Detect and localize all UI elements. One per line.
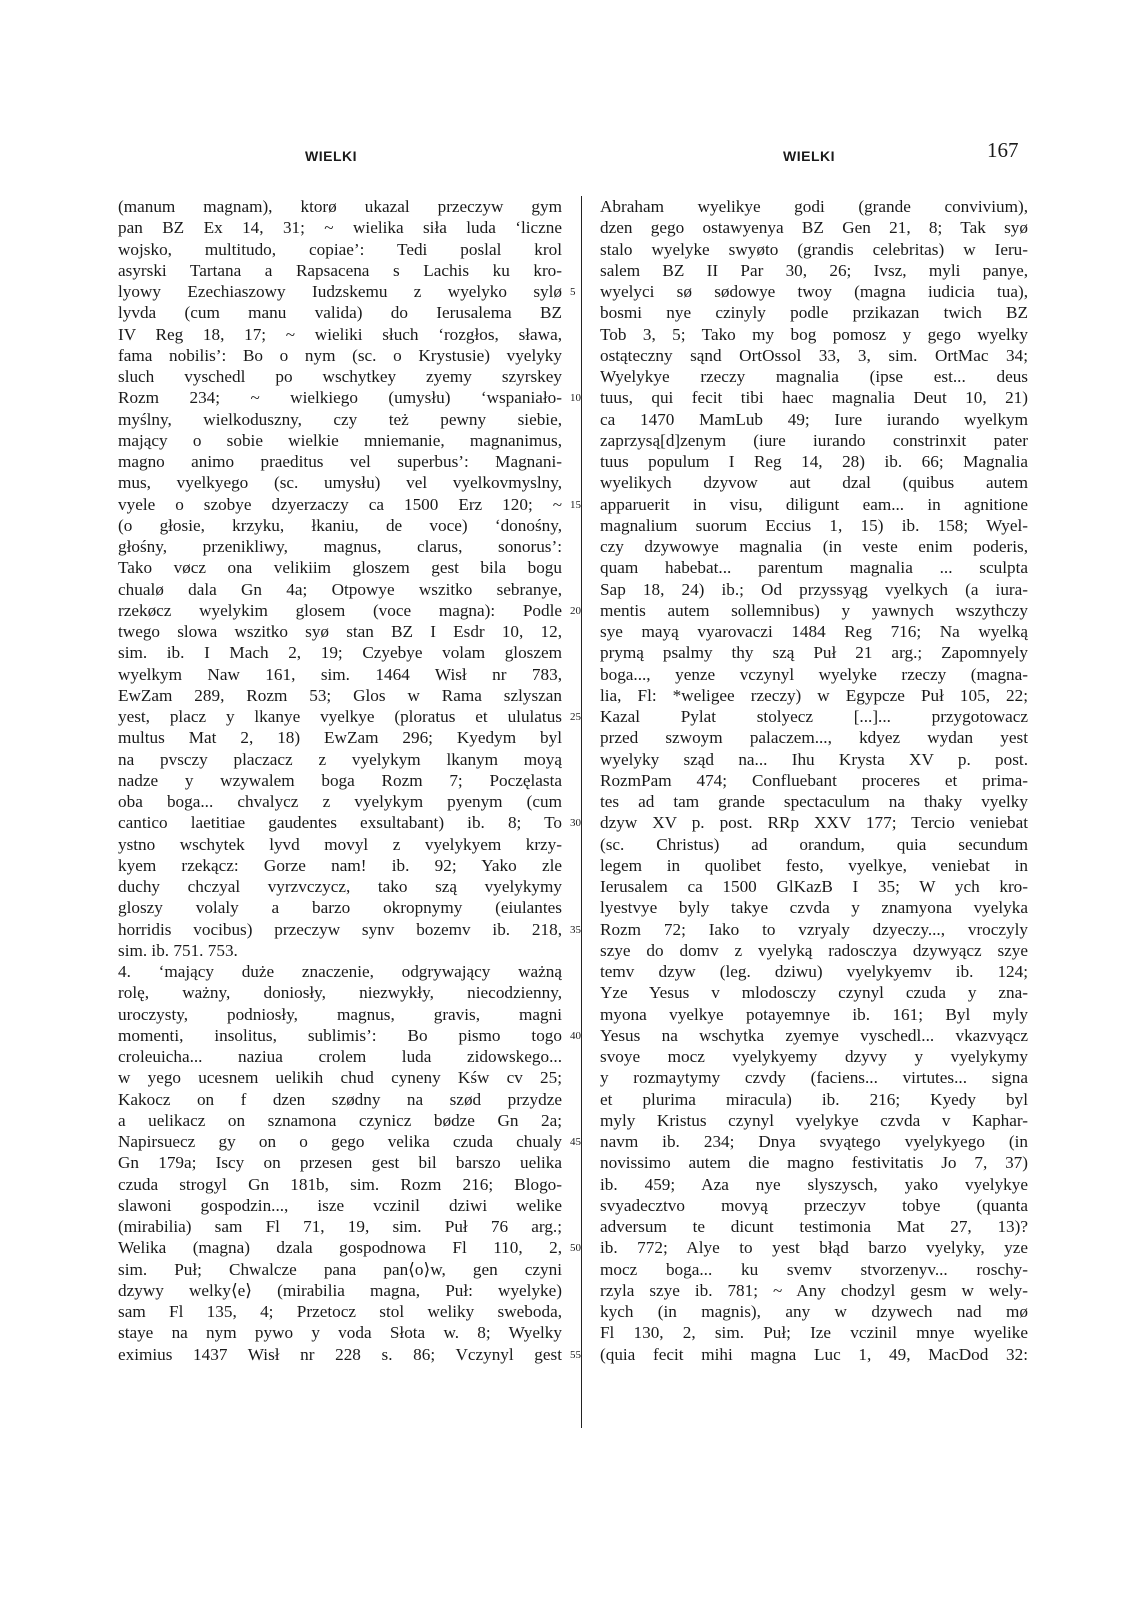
text-line: ib. 459; Aza nye slyszysch, yako vyelykye [600,1174,1028,1194]
text-line: myślny, wielkoduszny, czy też pewny siebie, [118,409,562,429]
text-line: mentis autem sollemnibus) y yawnych wszythczy [600,600,1028,620]
text-line: rzyla szye ib. 781; ~ Any chodzyl gesm w wely- [600,1280,1028,1300]
text-line: boga..., yenze vczynyl wyelyke rzeczy (magna- [600,664,1028,684]
text-line: Rozm 72; Iako to vzryaly dzyeczy..., vroczyly [600,919,1028,939]
text-line: sye mayą vyarovaczi 1484 Reg 716; Na wyelką [600,622,1028,641]
text-line: magnalium suorum Eccius 1, 15) ib. 158; Wyel- [600,515,1028,535]
text-line: wyelikych dzyvow aut dzal (quibus autem [600,473,1028,493]
text-line: oba boga... chvalycz z vyelykym pyenym (cum [118,792,562,811]
text-line: sam Fl 135, 4; Przetocz stol weliky sweboda, [118,1302,562,1321]
text-line: mający o sobie wielkie mniemanie, magnanimus, [118,430,562,450]
text-line: adversum te dicunt testimonia Mat 27, 13)? [600,1217,1028,1236]
text-line: czuda strogyl Gn 181b, sim. Rozm 216; Blogo- [118,1174,562,1194]
text-line: slawoni gospodzin..., isze vczinil dziwi welike [118,1195,562,1215]
text-line: tes ad tam grande spectaculum na thaky vyelky [600,792,1028,811]
text-line: rolę, ważny, doniosły, niezwykły, niecodzienny, [118,983,562,1003]
text-line: bosmi nye czinyly podle przikazan twich BZ [600,303,1028,323]
text-line: Gn 179a; Iscy on przesen gest bil barszo uelika [118,1153,562,1173]
line-number: 5 [570,286,576,298]
text-line: (mirabilia) sam Fl 71, 19, sim. Puł 76 arg.; [118,1217,562,1236]
text-line: dzen gego ostawyenya BZ Gen 21, 8; Tak syø [600,218,1028,238]
text-line: staye na nym pywo y voda Słota w. 8; Wyelky [118,1323,562,1343]
text-line: tuus, qui fecit tibi haec magnalia Deut 10, 21) [600,388,1028,408]
text-line: sluch vyschedl po wschytkey zyemy szyrskey [118,367,562,386]
text-line: dzywy welky⟨e⟩ (mirabilia magna, Puł: wyelyke) [118,1280,562,1300]
text-line: ca 1470 MamLub 49; Iure iurando wyelkym [600,409,1028,429]
text-line: asyrski Tartana a Rapsacena s Lachis ku kro- [118,260,562,280]
text-line: głośny, przenikliwy, magnus, clarus, sonorus’: [118,537,562,556]
text-line: yest, placz y lkanye vyelkye (ploratus et ululatus [118,707,562,726]
text-line: czy dzywowye magnalia (in veste enim poderis, [600,537,1028,556]
line-number: 10 [570,392,581,405]
text-line: momenti, insolitus, sublimis’: Bo pismo togo [118,1025,562,1045]
text-line: lyowy Ezechiaszowy Iudzskemu z wyelyko sylø [118,282,562,301]
text-line: 4. ‘mający duże znaczenie, odgrywający ważną [118,962,562,981]
left-column [118,196,562,1365]
text-line: lyvda (cum manu valida) do Ierusalema BZ [118,303,562,323]
text-line: (quia fecit mihi magna Luc 1, 49, MacDod 32: [600,1344,1028,1364]
text-line: Yze Yesus v mlodosczy czynyl czuda y zna- [600,983,1028,1003]
text-line: na pvsczy placzacz z vyelykym lkanym moyą [118,749,562,769]
text-line: novissimo autem die magno festivitatis Jo 7, 37) [600,1153,1028,1173]
column-divider [581,196,582,1428]
text-line: (manum magnam), ktorø ukazal przeczyw gym [118,197,562,216]
text-line: ib. 772; Alye to yest błąd barzo vyelyky, yze [600,1238,1028,1258]
line-number: 50 [570,1242,581,1255]
text-line: nadze y wzywalem boga Rozm 7; Poczęlasta [118,770,562,790]
text-line: Kazal Pylat stolyecz [...]... przygotowacz [600,707,1028,726]
page-number: 167 [987,138,1019,162]
text-line: Kakocz on f dzen szødny na szød przydze [118,1089,562,1109]
text-line: Fl 130, 2, sim. Puł; Ize vczinil mnye wyelike [600,1323,1028,1343]
text-line: fama nobilis’: Bo o nym (sc. o Krystusie) vyelyky [118,345,562,365]
text-line: Yesus na wschytka zyemye vyschedl... vkazvyącz [600,1025,1028,1045]
text-line: stalo wyelyke swyøto (grandis celebritas) w Ieru- [600,239,1028,259]
text-line: vyele o szobye dzyerzaczy ca 1500 Erz 120; ~ [118,494,562,514]
text-line: y rozmaytymy czvdy (faciens... virtutes... signa [600,1068,1028,1088]
text-line: IV Reg 18, 17; ~ wieliki słuch ‘rozgłos, sława, [118,324,562,344]
line-number: 20 [570,604,581,617]
text-line: legem in quolibet festo, vyelkye, veniebat in [600,855,1028,875]
text-line: Tob 3, 5; Tako my bog pomosz y gego wyelky [600,324,1028,344]
text-line: sim. Puł; Chwalcze pana pan⟨o⟩w, gen czyni [118,1259,562,1279]
text-line: lyestvye byly takye czvda y znamyona vyelyka [600,898,1028,918]
text-line: chualø dala Gn 4a; Otpowye wszitko sebranye, [118,579,562,599]
text-line: horridis vocibus) przeczyw synv bozemv ib. 218, [118,919,562,939]
text-line: myona vyelkye potayemnye ib. 161; Byl myly [600,1004,1028,1024]
text-line: lia, Fl: *weligee rzeczy) w Egypcze Puł 105, 22; [600,685,1028,705]
text-line: navm ib. 234; Dnya svyątego vyelykyego (in [600,1132,1028,1151]
text-line: salem BZ II Par 30, 26; Ivsz, myli panye, [600,260,1028,280]
text-line: kyem rzekącz: Gorze nam! ib. 92; Yako zle [118,855,562,875]
text-line: Ierusalem ca 1500 GlKazB I 35; W ych kro- [600,877,1028,896]
text-line: wojsko, multitudo, copiae’: Tedi poslal krol [118,239,562,259]
text-line: duchy chczyal vyrzvczycz, tako szą vyelykymy [118,877,562,896]
text-line: dzyw XV p. post. RRp XXV 177; Tercio veniebat [600,813,1028,833]
line-number: 45 [570,1136,581,1148]
text-line: Abraham wyelikye godi (grande convivium), [600,197,1028,216]
text-line: Rozm 234; ~ wielkiego (umysłu) ‘wspaniało- [118,388,562,408]
text-line: ostąteczny sąnd OrtOssol 33, 3, sim. OrtMac 34; [600,345,1028,365]
line-number: 35 [570,923,581,936]
text-line: rzekøcz wyelykim glosem (voce magna): Podle [118,600,562,620]
text-line: Napirsuecz gy on o gego velika czuda chualy [118,1132,562,1151]
line-number: 25 [570,711,581,723]
text-line: Tako vøcz ona velikiim gloszem gest bila bogu [118,558,562,578]
text-line: et plurima miracula) ib. 216; Kyedy byl [600,1089,1028,1109]
text-line: temv dzyw (leg. dziwu) vyelykyemv ib. 124; [600,962,1028,981]
text-line: przed szwoym palaczem..., kdyez wydan yest [600,728,1028,748]
text-line: zaprzysą[d]zenym (iure iurando constrinxit pater [600,430,1028,450]
text-line: magno animo praeditus vel superbus’: Magnani- [118,452,562,471]
text-line: myly Kristus czynyl vyelykye czvda v Kaphar- [600,1110,1028,1130]
line-number: 55 [570,1348,581,1361]
text-line: prymą psalmy thy szą Puł 21 arg.; Zapomnyely [600,643,1028,663]
line-number: 30 [570,817,581,830]
text-line: szye do domv z vyelyką radosczya dzywyącz szye [600,940,1028,960]
text-line: RozmPam 474; Confluebant proceres et prima- [600,770,1028,790]
text-line: cantico laetitiae gaudentes exsultabant) ib. 8; To [118,813,562,833]
text-line: (sc. Christus) ad orandum, quia secundum [600,834,1028,854]
text-line: croleuicha... naziua crolem luda zidowskego... [118,1047,562,1066]
text-line: w yego ucesnem uelikih chud cyneny Kśw cv 25; [118,1068,562,1088]
line-number: 15 [570,498,581,511]
text-line: ystno wschytek lyvd movyl z vyelykyem krzy- [118,834,562,854]
text-line: wyelyky sząd na... Ihu Krysta XV p. post. [600,749,1028,769]
text-line: mus, vyelkyego (sc. umysłu) vel vyelkovmyslny, [118,473,562,493]
line-number: 40 [570,1029,581,1042]
text-line: sim. ib. I Mach 2, 19; Czyebye volam gloszem [118,643,562,663]
header-left-word: WIELKI [305,148,357,164]
text-line: mocz boga... ku svemv stvorzenyv... roschy- [600,1259,1028,1279]
text-line: gloszy volaly a barzo okropnymy (eiulantes [118,898,562,918]
text-line: (o głosie, krzyku, łkaniu, de voce) ‘donośny, [118,515,562,535]
text-line: wyelkym Naw 161, sim. 1464 Wisł nr 783, [118,664,562,684]
text-line: EwZam 289, Rozm 53; Glos w Rama szlyszan [118,685,562,705]
text-line: wyelyci sø sødowye twoy (magna iudicia tua), [600,282,1028,301]
text-line: eximius 1437 Wisł nr 228 s. 86; Vczynyl gest [118,1344,562,1364]
header-right-word: WIELKI [783,148,835,164]
text-line: Wyelykye rzeczy magnalia (ipse est... deus [600,367,1028,386]
text-line: tuus populum I Reg 14, 28) ib. 66; Magnalia [600,452,1028,471]
text-line: twego slowa wszitko syø stan BZ I Esdr 10, 12, [118,622,562,641]
text-line: a uelikacz on sznamona czynicz bødze Gn 2a; [118,1110,562,1130]
text-line: multus Mat 2, 18) EwZam 296; Kyedym byl [118,728,562,748]
text-line: apparuerit in visu, diligunt eam... in agnitione [600,494,1028,514]
text-line: Sap 18, 24) ib.; Od przyssyąg vyelkych (a iura- [600,579,1028,599]
text-line: kych (in magnis), any w dzywech nad mø [600,1302,1028,1321]
text-line: pan BZ Ex 14, 31; ~ wielika siła luda ‘liczne [118,218,562,238]
text-line: sim. ib. 751. 753. [118,940,238,960]
text-line: uroczysty, podniosły, magnus, gravis, magni [118,1004,562,1024]
text-line: svoye mocz vyelykyemy dzyvy y vyelykymy [600,1047,1028,1066]
right-column [600,196,1028,1365]
text-line: quam habebat... parentum magnalia ... sculpta [600,558,1028,578]
text-line: svyadecztvo movyą przeczyv tobye (quanta [600,1195,1028,1215]
text-line: Welika (magna) dzala gospodnowa Fl 110, 2, [118,1238,562,1258]
